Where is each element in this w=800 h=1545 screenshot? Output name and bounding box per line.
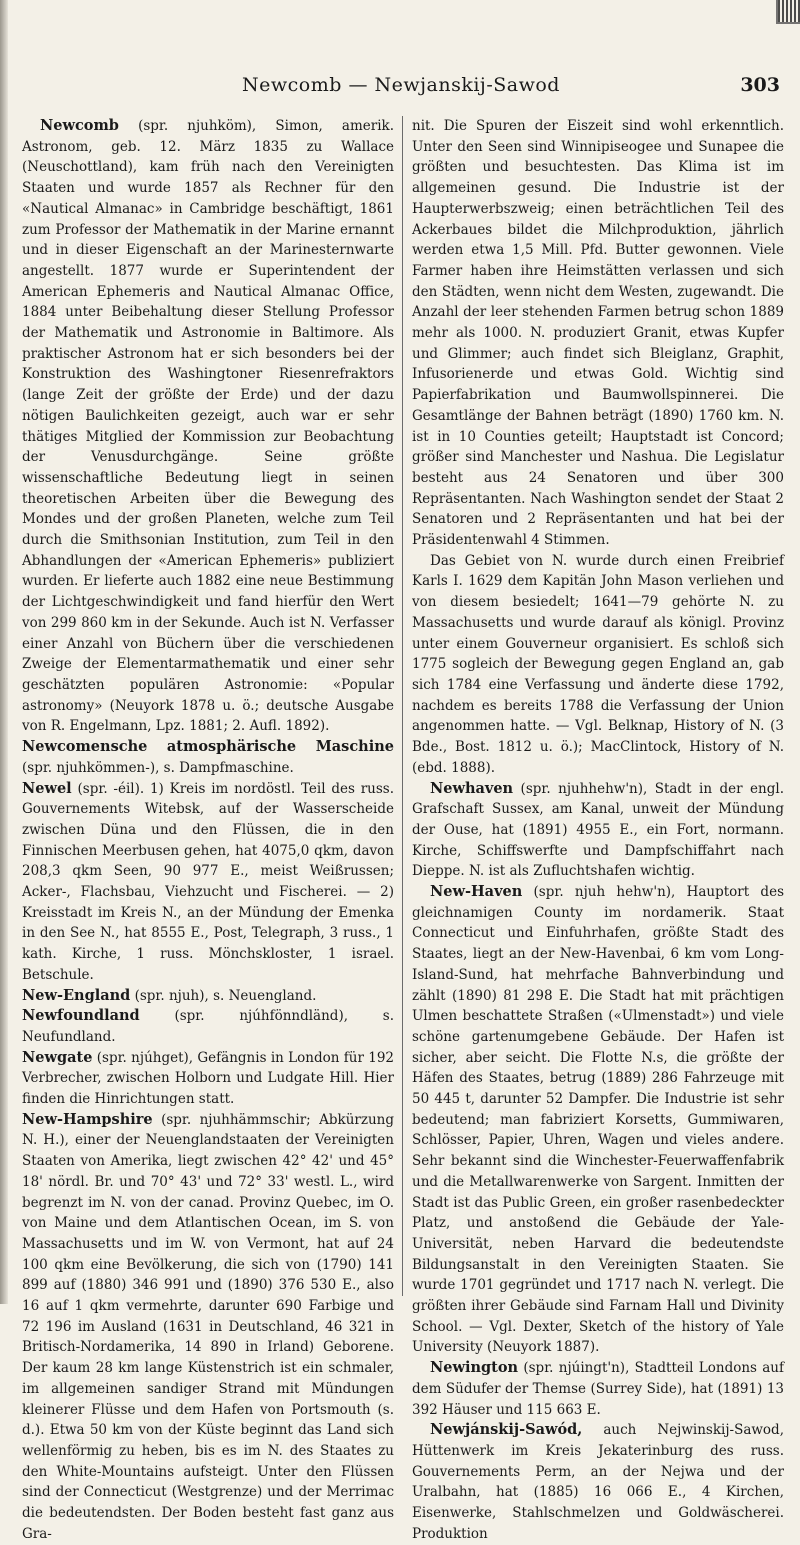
entry-paragraph: [22, 986, 394, 1007]
entry-headword: Newfoundland: [22, 1007, 140, 1025]
running-header: [20, 74, 782, 104]
entry-text: (spr. njúingt'n), Stadtteil Londons auf dem Südufer der Themse (Surrey Side), hat (1891) 13 392 Häuser und 115 663 E.: [412, 1360, 784, 1418]
entry-text: (spr. njuhhehw'n), Stadt in der engl. Grafschaft Sussex, am Kanal, unweit der Mündung der Ouse, hat (1891) 4955 E., ein Fort, normann. Kirche, Schiffswerfte und Dampfschiffahrt nach Dieppe. N. ist als Zufluchtshafen wichtig.: [412, 780, 784, 880]
scan-corner-mark: [776, 0, 800, 24]
entry-paragraph: [22, 779, 394, 986]
column-divider: [402, 116, 403, 1296]
entry-paragraph: [412, 1420, 784, 1544]
entry-text: (spr. -éil). 1) Kreis im nordöstl. Teil des russ. Gouvernements Witebsk, auf der Wasserscheide zwischen Düna und den Flüssen, die in den Finnischen Meerbusen gehen, hat 4075,0 qkm, davon 208,3 qkm Seen, 90 977 E., meist Weißrussen; Acker-, Flachsbau, Viehzucht und Fischerei. — 2) Kreisstadt im Kreis N., an der Mündung der Emenka in den See N., hat 8555 E., Post, Telegraph, 3 russ., 1 kath. Kirche, 1 russ. Mönchskloster, 1 israel. Betschule.: [22, 780, 394, 983]
left-column: [22, 116, 394, 1542]
entry-paragraph: [22, 1110, 394, 1545]
entry-text: (spr. njúhfönndländ), s. Neufundland.: [22, 1008, 394, 1045]
entry-text: (spr. njuhhämmschir; Abkürzung N. H.), einer der Neuenglandstaaten der Vereinigten Staaten von Amerika, liegt zwischen 42° 42' und 45° 18' nördl. Br. und 70° 43' und 72° 33' westl. L., wird begrenzt im N. von der canad. Provinz Quebec, im O. von Maine und dem Atlantischen Ocean, im S. von Massachusetts und im W. von Vermont, hat auf 24 100 qkm eine Bevölkerung, die sich von (1790) 141 899 auf (1880) 346 991 und (1890) 376 530 E., also 16 auf 1 qkm vermehrte, darunter 690 Farbige und 72 196 im Ausland (1631 in Deutschland, 46 321 in Britisch-Nordamerika, 14 890 in Irland) Geborene. Der kaum 28 km lange Küstenstrich ist ein schmaler, im allgemeinen sandiger Strand mit Mündungen kleinerer Flüsse und dem Hafen von Portsmouth (s. d.). Etwa 50 km von der Küste beginnt das Land sich wellenförmig zu heben, bis es im N. des Staates zu den White-Mountains aufsteigt. Unter den Flüssen sind der Connecticut (Westgrenze) und der Merrimac die bedeutendsten. Der Boden besteht fast ganz aus Gra-: [22, 1111, 394, 1542]
entry-paragraph: [412, 551, 784, 779]
entry-paragraph: [22, 1048, 394, 1110]
entry-headword: New-England: [22, 986, 131, 1004]
entry-paragraph: [412, 116, 784, 551]
entry-headword: New-Haven: [430, 883, 523, 901]
entry-text: Das Gebiet von N. wurde durch einen Freibrief Karls I. 1629 dem Kapitän John Mason verliehen und von diesem besiedelt; 1641—79 gehörte N. zu Massachusetts und wurde darauf als königl. Provinz unter einem Gouverneur organisiert. Es schloß sich 1775 sogleich der Bewegung gegen England an, gab sich 1784 eine Verfassung und änderte diese 1792, nachdem es bereits 1788 die Verfassung der Union angenommen hatte. — Vgl. Belknap, History of N. (3 Bde., Bost. 1812 u. ö.); MacClintock, History of N. (ebd. 1888).: [412, 552, 784, 776]
entry-paragraph: [22, 116, 394, 737]
entry-text: nit. Die Spuren der Eiszeit sind wohl erkenntlich. Unter den Seen sind Winnipiseogee und Sunapee die größten und besuchtesten. Das Klima ist im allgemeinen gesund. Die Industrie ist der Haupterwerbszweig; einen beträchtlichen Teil des Ackerbaues bildet die Milchproduktion, jährlich werden etwa 1,5 Mill. Pfd. Butter gewonnen. Viele Farmer haben ihre Heimstätten verlassen und sich den Städten, wenn nicht dem Westen, zugewandt. Die Anzahl der leer stehenden Farmen betrug schon 1889 mehr als 1000. N. produziert Granit, etwas Kupfer und Glimmer; auch findet sich Bleiglanz, Graphit, Infusorienerde und etwas Gold. Wichtig sind Papierfabrikation und Baumwollspinnerei. Die Gesamtlänge der Bahnen beträgt (1890) 1760 km. N. ist in 10 Counties geteilt; Hauptstadt ist Concord; größer sind Manchester und Nashua. Die Legislatur besteht aus 24 Senatoren und über 300 Repräsentanten. Nach Washington sendet der Staat 2 Senatoren und 2 Repräsentanten und hat bei der Präsidentenwahl 4 Stimmen.: [412, 118, 784, 549]
entry-headword: Newhaven: [430, 779, 514, 797]
entry-headword: New-Hampshire: [22, 1110, 153, 1128]
entry-text: (spr. njúhget), Gefängnis in London für 192 Verbrecher, zwischen Holborn und Ludgate Hill. Hier finden die Hinrichtungen statt.: [22, 1049, 394, 1108]
entry-paragraph: [22, 1006, 394, 1047]
entry-headword: Newcomb: [40, 117, 119, 134]
right-column: [412, 116, 784, 1542]
entry-headword: Newjánskij-Sawód,: [430, 1421, 583, 1439]
entry-paragraph: [412, 1358, 784, 1420]
entry-headword: Newel: [22, 779, 72, 797]
entry-paragraph: [22, 737, 394, 778]
entry-text: (spr. njuh), s. Neuengland.: [130, 987, 317, 1004]
entry-headword: Newcomensche atmosphärische Maschine: [22, 738, 394, 756]
entry-headword: Newington: [430, 1359, 519, 1377]
page-number: 303: [740, 74, 780, 96]
entry-text: auch Nejwinskij-Sawod, Hüttenwerk im Kreis Jekaterinburg des russ. Gouvernements Perm, an der Nejwa und der Uralbahn, hat (1885) 16 066 E., 4 Kirchen, Eisenwerke, Stahlschmelzen und Goldwäscherei. Produktion: [412, 1422, 784, 1542]
entry-paragraph: [412, 882, 784, 1358]
entry-text: (spr. njuhkömmen-), s. Dampfmaschine.: [22, 759, 294, 776]
page-edge-shadow: [0, 0, 8, 1304]
entry-text: (spr. njuh hehw'n), Hauptort des gleichnamigen County im nordamerik. Staat Connecticut und Einfuhrhafen, größte Stadt des Staates, liegt an der New-Havenbai, 6 km vom Long-Island-Sund, hat mehrfache Bahnverbindung und zählt (1890) 81 298 E. Die Stadt hat mit prächtigen Ulmen beschattete Straßen («Ulmenstadt») und viele schöne gartenumgebene Gebäude. Der Hafen ist sicher, aber seicht. Die Flotte N.s, die größte der Häfen des Staates, betrug (1889) 286 Fahrzeuge mit 50 445 t, darunter 52 Dampfer. Die Industrie ist sehr bedeutend; man fabriziert Korsetts, Gummiwaren, Schlösser, Papier, Uhren, Wagen und vieles andere. Sehr bekannt sind die Winchester-Feuerwaffenfabrik und die Metallwarenwerke von Sargent. Inmitten der Stadt ist das Public Green, ein großer rasenbedeckter Platz, und anstoßend die Gebäude der Yale-Universität, neben Harvard die bedeutendste Bildungsanstalt in den Vereinigten Staaten. Sie wurde 1701 gegründet und 1717 nach N. verlegt. Die größten ihrer Gebäude sind Farnam Hall und Divinity School. — Vgl. Dexter, Sketch of the history of Yale University (Neuyork 1887).: [412, 884, 784, 1356]
entry-text: (spr. njuhköm), Simon, amerik. Astronom, geb. 12. März 1835 zu Wallace (Neuschottland), kam früh nach den Vereinigten Staaten und wurde 1857 als Rechner für den «Nautical Almanac» in Cambridge beschäftigt, 1861 zum Professor der Mathematik in der Marine ernannt und in dieser Eigenschaft an der Marinesternwarte angestellt. 1877 wurde er Superintendent der American Ephemeris and Nautical Almanac Office, 1884 unter Beibehaltung dieser Stellung Professor der Mathematik und Astronomie in Baltimore. Als praktischer Astronom hat er sich besonders bei der Konstruktion des Washingtoner Riesenrefraktors (lange Zeit der größte der Erde) und der dazu nötigen Baulichkeiten gezeigt, auch war er sehr thätiges Mitglied der Kommission zur Beobachtung der Venusdurchgänge. Seine größte wissenschaftliche Bedeutung liegt in seinen theoretischen Arbeiten über die Bewegung des Mondes und der großen Planeten, welche zum Teil durch die Smithsonian Institution, zum Teil in den Abhandlungen der «American Ephemeris» publiziert wurden. Er lieferte auch 1882 eine neue Bestimmung der Lichtgeschwindigkeit und fand hierfür den Wert von 299 860 km in der Sekunde. Auch ist N. Verfasser einer Anzahl von Büchern über die verschiedenen Zweige der Elementarmathematik und einer sehr geschätzten populären Astronomie: «Popular astronomy» (Neuyork 1878 u. ö.; deutsche Ausgabe von R. Engelmann, Lpz. 1881; 2. Aufl. 1892).: [22, 118, 394, 735]
entry-paragraph: [412, 779, 784, 883]
entry-headword: Newgate: [22, 1048, 93, 1066]
running-title: Newcomb — Newjanskij-Sawod: [242, 74, 560, 96]
